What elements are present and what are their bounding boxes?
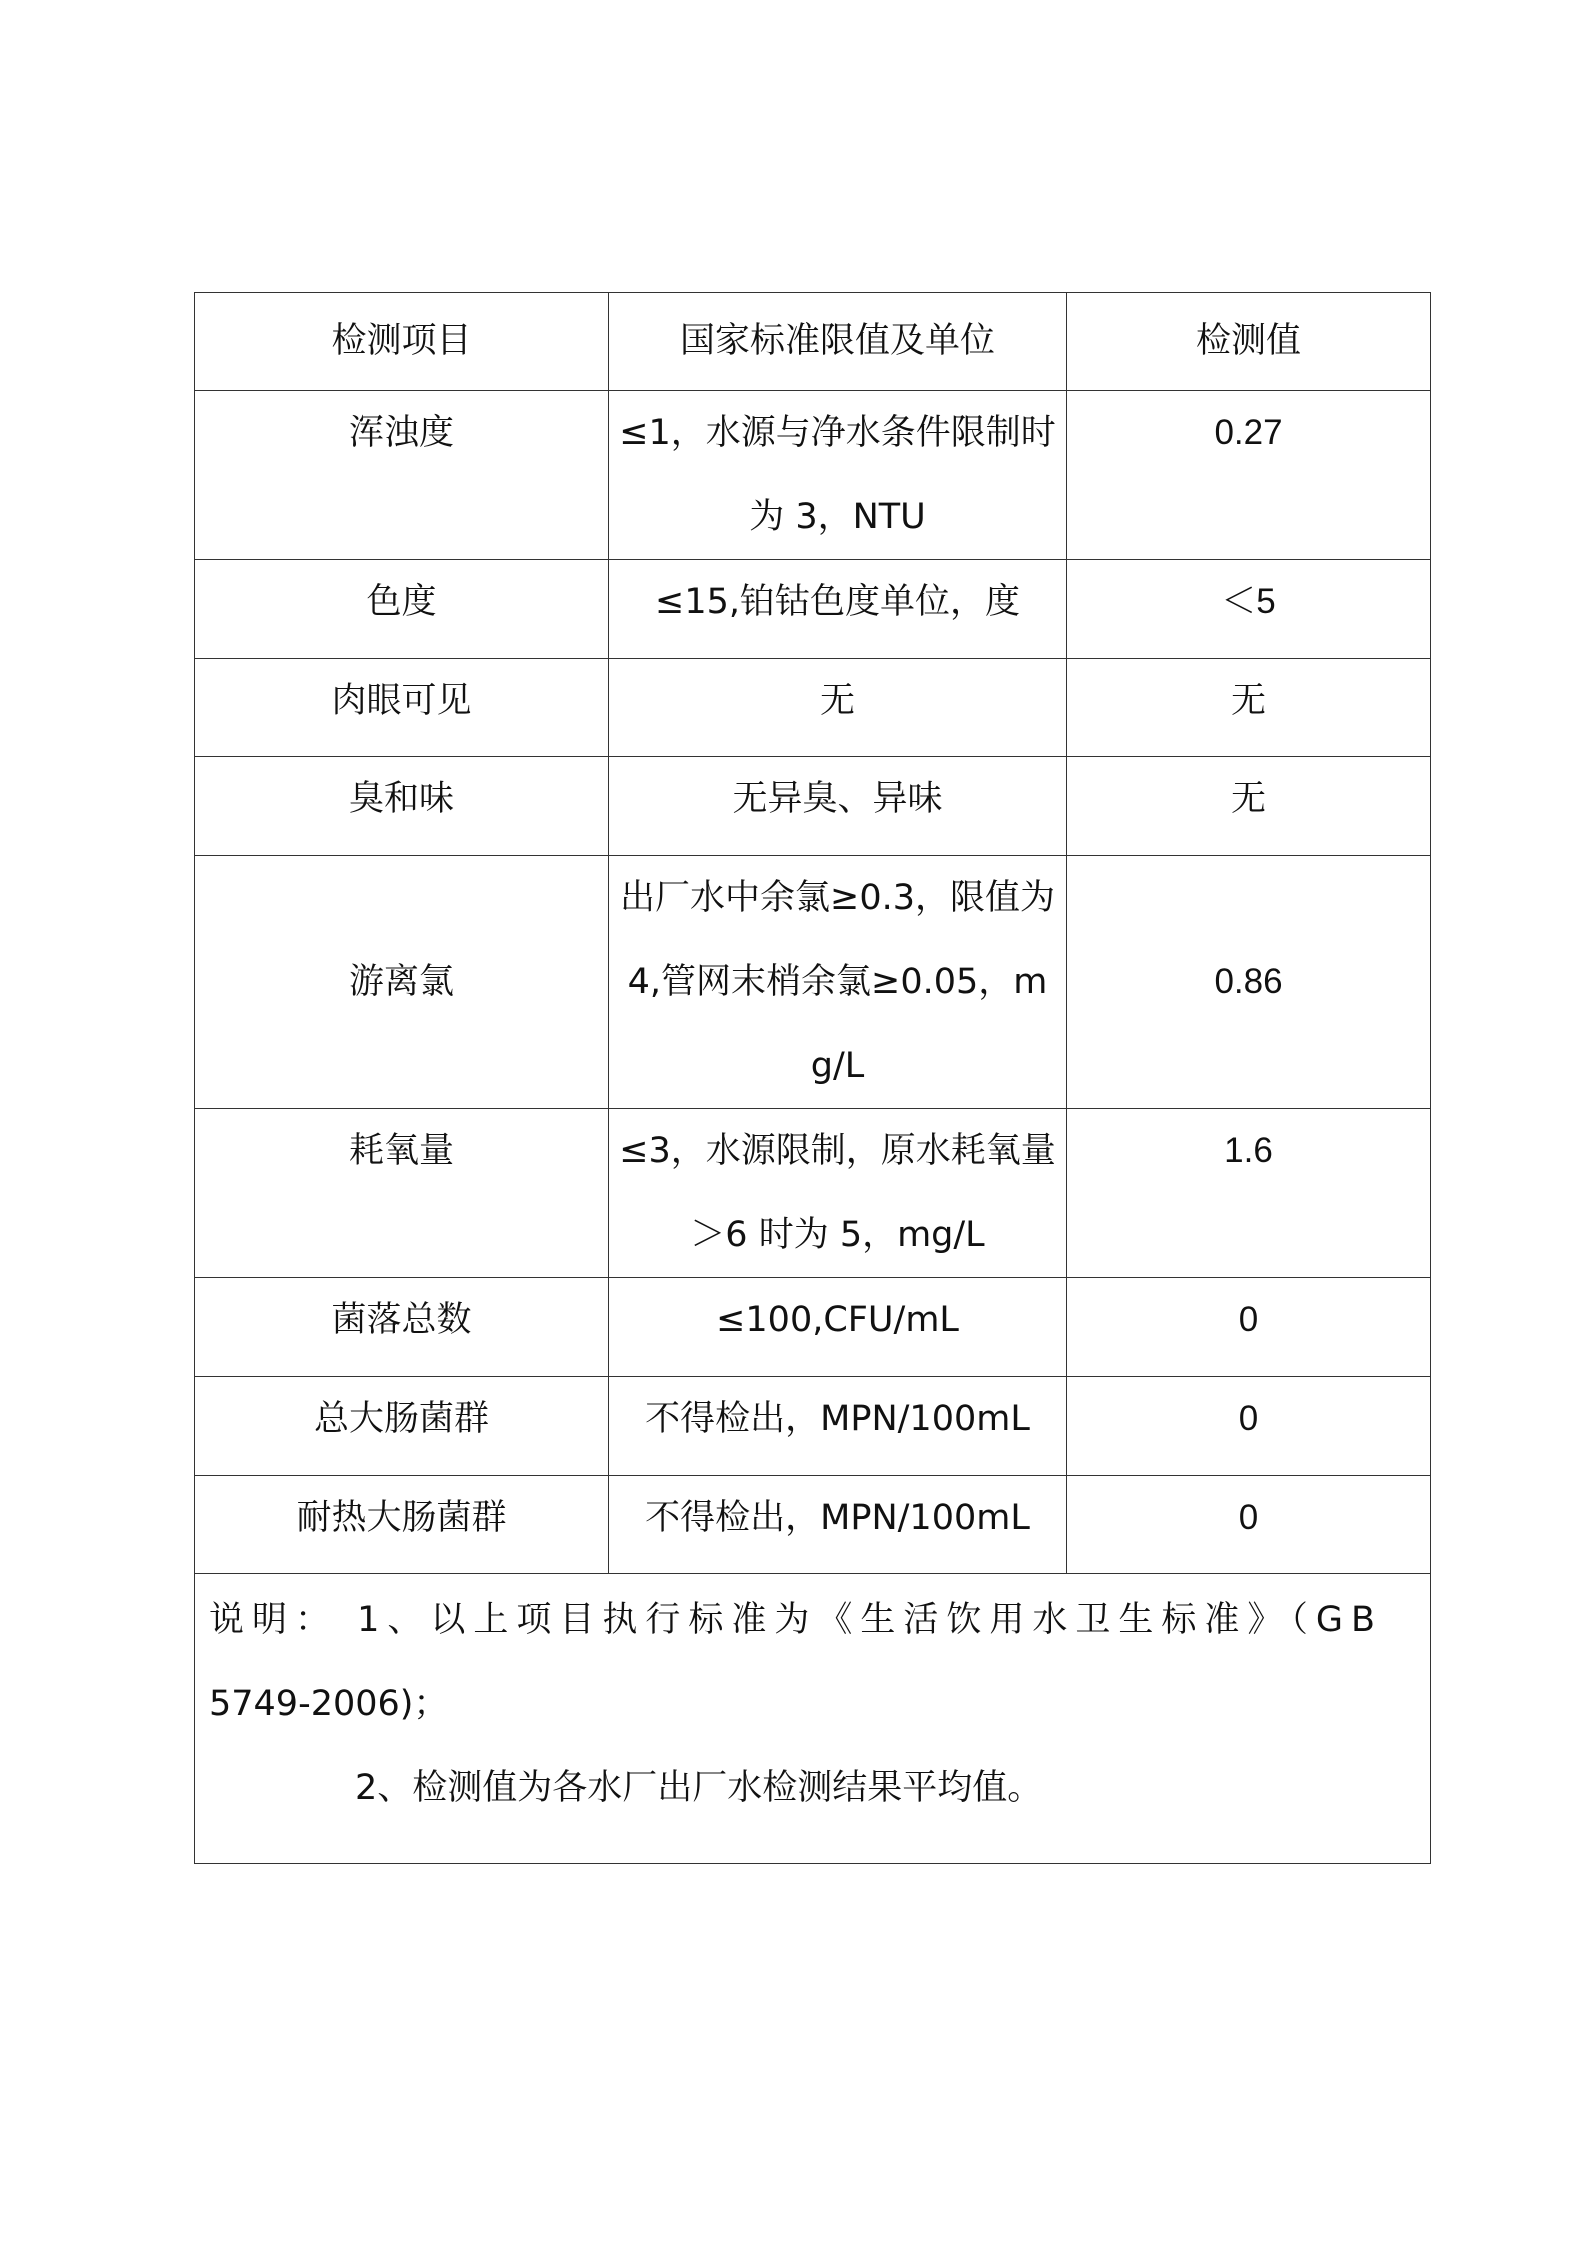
row-standard: 无异臭、异味 [609,757,1067,856]
row-value: 0.86 [1067,856,1431,1109]
row-standard: 出厂水中余氯≥0.3，限值为 4,管网末梢余氯≥0.05，mg/L [609,856,1067,1109]
table-row [195,757,1431,856]
row-standard: ≤3，水源限制，原水耗氧量＞6 时为 5，mg/L [609,1109,1067,1278]
row-value: 0 [1067,1377,1431,1476]
table-row [195,1109,1431,1278]
table-row [195,659,1431,757]
row-value: 0 [1067,1278,1431,1377]
row-value: ＜5 [1067,560,1431,659]
note-line-2: 5749-2006)； [209,1684,449,1724]
row-standard: ≤15,铂钴色度单位，度 [609,560,1067,659]
row-standard: 不得检出，MPN/100mL [609,1377,1067,1476]
water-quality-table [194,292,1431,1864]
row-item: 游离氯 [195,856,609,1109]
note-line-1: 说明： 1、以上项目执行标准为《生活饮用水卫生标准》（GB [209,1600,1384,1640]
row-value: 0 [1067,1476,1431,1574]
table-header-row [195,293,1431,391]
row-item: 色度 [195,560,609,659]
table-note-row [195,1574,1431,1864]
row-value: 1.6 [1067,1109,1431,1278]
header-value: 检测值 [1067,293,1431,391]
table-row [195,560,1431,659]
table-row [195,391,1431,560]
row-item: 臭和味 [195,757,609,856]
row-value: 无 [1067,659,1431,757]
table-row [195,1377,1431,1476]
row-item: 肉眼可见 [195,659,609,757]
row-item: 浑浊度 [195,391,609,560]
row-standard: 不得检出，MPN/100mL [609,1476,1067,1574]
row-item: 耐热大肠菌群 [195,1476,609,1574]
row-value: 无 [1067,757,1431,856]
note-line-3: 2、检测值为各水厂出厂水检测结果平均值。 [355,1768,1043,1808]
row-standard: 无 [609,659,1067,757]
row-item: 菌落总数 [195,1278,609,1377]
header-standard: 国家标准限值及单位 [609,293,1067,391]
row-standard: ≤100,CFU/mL [609,1278,1067,1377]
table-note [195,1574,1431,1864]
row-standard: ≤1，水源与净水条件限制时为 3，NTU [609,391,1067,560]
table-row [195,1278,1431,1377]
row-item: 耗氧量 [195,1109,609,1278]
table-row [195,856,1431,1109]
table-row [195,1476,1431,1574]
row-value: 0.27 [1067,391,1431,560]
header-item: 检测项目 [195,293,609,391]
row-item: 总大肠菌群 [195,1377,609,1476]
